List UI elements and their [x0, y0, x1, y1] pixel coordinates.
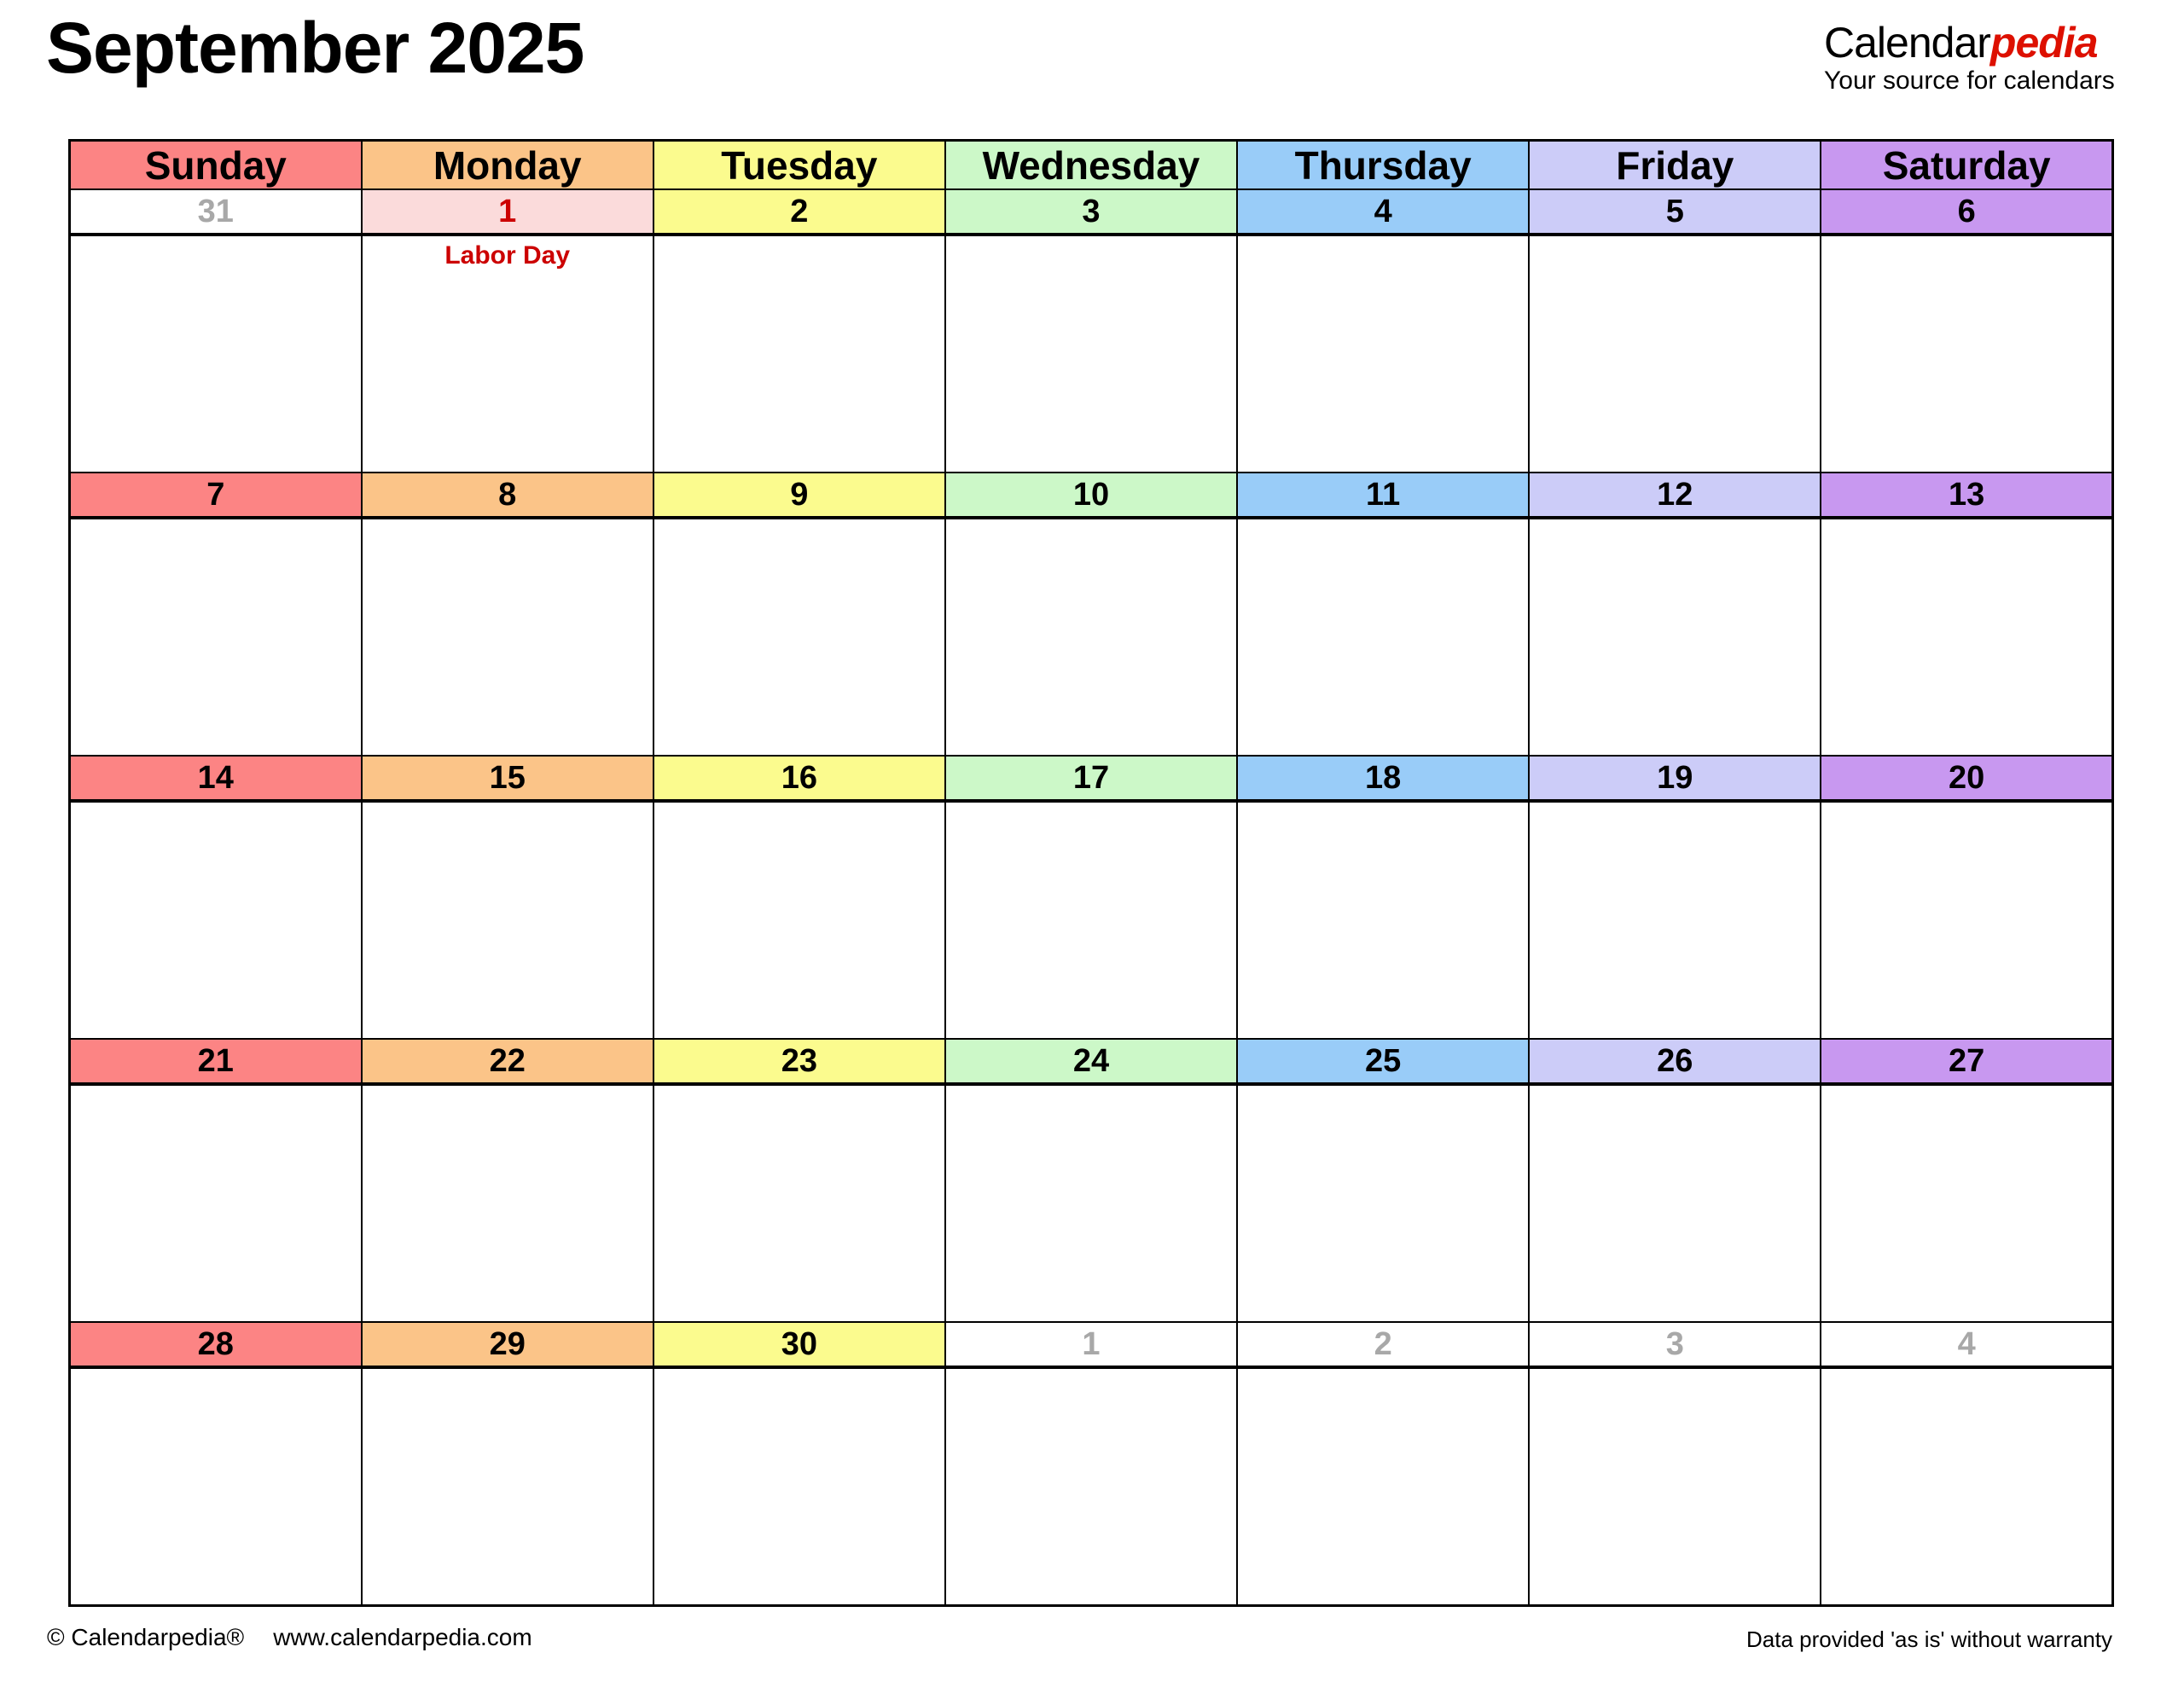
day-body-cell: [653, 1367, 945, 1606]
day-body-cell: [945, 235, 1237, 473]
day-body-cell: [945, 801, 1237, 1039]
day-body-cell: [1821, 235, 2112, 473]
date-cell: 1: [945, 1322, 1237, 1367]
day-body-row: [70, 801, 2113, 1039]
day-body-cell: [70, 518, 362, 756]
logo-tagline: Your source for calendars: [1824, 67, 2115, 95]
day-body-cell: [653, 1084, 945, 1322]
day-body-cell: [362, 518, 653, 756]
date-cell: 1: [362, 189, 653, 235]
date-row: [70, 189, 2113, 235]
day-body-cell: [1237, 1084, 1529, 1322]
date-row: [70, 1322, 2113, 1367]
date-cell: 20: [1821, 756, 2112, 801]
logo-brand-black: Calendar: [1824, 19, 1990, 67]
date-cell: 7: [70, 473, 362, 518]
weekday-header-tuesday: Tuesday: [653, 141, 945, 190]
day-body-row: [70, 518, 2113, 756]
date-cell: 3: [1529, 1322, 1821, 1367]
day-body-cell: [1529, 801, 1821, 1039]
day-body-cell: [1529, 518, 1821, 756]
day-body-cell: [653, 801, 945, 1039]
footer-copyright: [47, 1624, 532, 1651]
date-cell: 21: [70, 1039, 362, 1084]
page-title: September 2025: [46, 8, 584, 88]
weekday-header-wednesday: Wednesday: [945, 141, 1237, 190]
calendar-table: [68, 139, 2114, 1607]
date-row: [70, 473, 2113, 518]
weekday-header-row: [70, 141, 2113, 190]
day-body-cell: [1529, 1367, 1821, 1606]
day-body-cell: [1237, 235, 1529, 473]
date-cell: 4: [1237, 189, 1529, 235]
date-cell: 10: [945, 473, 1237, 518]
date-cell: 13: [1821, 473, 2112, 518]
day-body-cell: [362, 235, 653, 473]
day-body-cell: [70, 235, 362, 473]
copyright-text: © Calendarpedia®: [47, 1624, 245, 1650]
day-body-cell: [362, 801, 653, 1039]
holiday-label: Labor Day: [444, 241, 571, 270]
logo-brand-red: pedia: [1989, 19, 2098, 67]
date-cell: 30: [653, 1322, 945, 1367]
day-body-cell: [945, 1084, 1237, 1322]
date-cell: 2: [653, 189, 945, 235]
weekday-header-thursday: Thursday: [1237, 141, 1529, 190]
day-body-cell: [1821, 518, 2112, 756]
weekday-header-sunday: Sunday: [70, 141, 362, 190]
date-cell: 14: [70, 756, 362, 801]
date-cell: 24: [945, 1039, 1237, 1084]
day-body-cell: [1237, 518, 1529, 756]
date-cell: 27: [1821, 1039, 2112, 1084]
date-cell: 8: [362, 473, 653, 518]
date-cell: 17: [945, 756, 1237, 801]
calendar-body: [70, 189, 2113, 1606]
day-body-cell: [70, 1084, 362, 1322]
day-body-cell: [1821, 1367, 2112, 1606]
day-body-cell: [1821, 801, 2112, 1039]
date-cell: 22: [362, 1039, 653, 1084]
day-body-cell: [1821, 1084, 2112, 1322]
day-body-cell: [1237, 801, 1529, 1039]
weekday-header-saturday: Saturday: [1821, 141, 2112, 190]
day-body-row: [70, 1367, 2113, 1606]
date-row: [70, 756, 2113, 801]
date-cell: 18: [1237, 756, 1529, 801]
day-body-cell: [1237, 1367, 1529, 1606]
date-cell: 19: [1529, 756, 1821, 801]
date-cell: 15: [362, 756, 653, 801]
day-body-cell: [653, 235, 945, 473]
day-body-row: [70, 235, 2113, 473]
date-cell: 3: [945, 189, 1237, 235]
day-body-cell: [362, 1367, 653, 1606]
day-body-cell: [70, 801, 362, 1039]
day-body-cell: [70, 1367, 362, 1606]
date-cell: 11: [1237, 473, 1529, 518]
date-cell: 23: [653, 1039, 945, 1084]
date-cell: 5: [1529, 189, 1821, 235]
weekday-header-monday: Monday: [362, 141, 653, 190]
day-body-cell: [1529, 1084, 1821, 1322]
footer-disclaimer: Data provided 'as is' without warranty: [1745, 1627, 2112, 1652]
date-cell: 6: [1821, 189, 2112, 235]
logo-brand: [1824, 20, 2115, 66]
date-row: [70, 1039, 2113, 1084]
date-cell: 26: [1529, 1039, 1821, 1084]
weekday-header-friday: Friday: [1529, 141, 1821, 190]
day-body-cell: [653, 518, 945, 756]
day-body-cell: [1529, 235, 1821, 473]
day-body-row: [70, 1084, 2113, 1322]
day-body-cell: [945, 1367, 1237, 1606]
day-body-cell: [945, 518, 1237, 756]
date-cell: 2: [1237, 1322, 1529, 1367]
date-cell: 12: [1529, 473, 1821, 518]
date-cell: 28: [70, 1322, 362, 1367]
date-cell: 9: [653, 473, 945, 518]
footer-url: www.calendarpedia.com: [273, 1624, 532, 1650]
calendar-header: [70, 141, 2113, 190]
date-cell: 16: [653, 756, 945, 801]
date-cell: 25: [1237, 1039, 1529, 1084]
logo: [1824, 20, 2115, 95]
date-cell: 29: [362, 1322, 653, 1367]
date-cell: 4: [1821, 1322, 2112, 1367]
date-cell: 31: [70, 189, 362, 235]
day-body-cell: [362, 1084, 653, 1322]
